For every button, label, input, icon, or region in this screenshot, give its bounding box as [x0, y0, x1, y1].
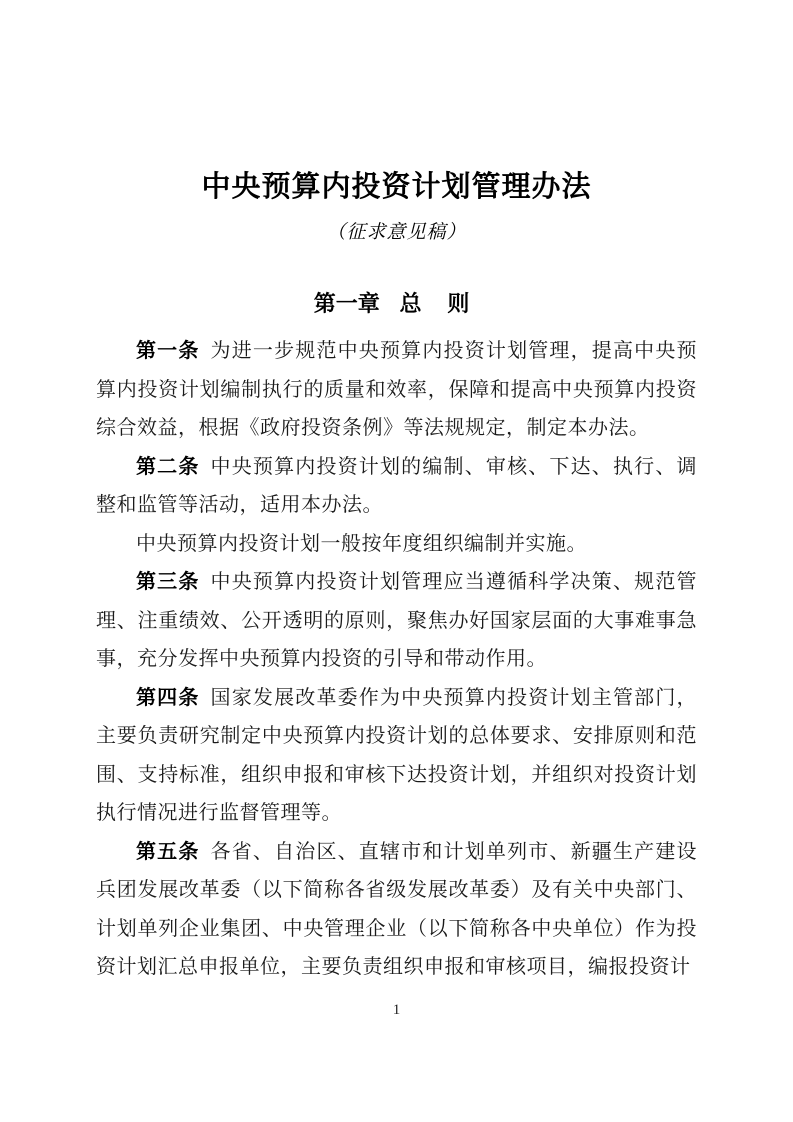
chapter-title: 总 则: [399, 291, 480, 316]
article-text: 各省、自治区、直辖市和计划单列市、新疆生产建设兵团发展改革委（以下简称各省级发展改革委）及有关中央部门、计划单列企业集团、中央管理企业（以下简称各中央单位）作为投资计划汇总申报单位，主要负责组织申报和审核项目，编报投资计: [96, 840, 698, 978]
document-body: [96, 332, 697, 987]
chapter-heading: [96, 290, 697, 318]
article-lead: 第一条: [136, 340, 200, 362]
document-subtitle: （征求意见稿）: [326, 222, 467, 243]
article-lead: 第四条: [136, 686, 200, 709]
chapter-number: 第一章: [313, 291, 380, 316]
body-paragraph: [96, 332, 697, 448]
article-text: 中央预算内投资计划管理应当遵循科学决策、规范管理、注重绩效、公开透明的原则，聚焦办好国家层面的大事难事急事，充分发挥中央预算内投资的引导和带动作用。: [96, 571, 698, 670]
article-lead: 第五条: [136, 840, 200, 863]
article-text: 中央预算内投资计划一般按年度组织编制并实施。: [136, 532, 587, 555]
document-title: 中央预算内投资计划管理办法: [201, 171, 592, 203]
article-text: 为进一步规范中央预算内投资计划管理，提高中央预算内投资计划编制执行的质量和效率，保障和提高中央预算内投资综合效益，根据《政府投资条例》等法规规定，制定本办法。: [96, 340, 698, 439]
page-number-footer: 1: [392, 1002, 401, 1018]
body-paragraph: [96, 679, 697, 833]
article-lead: 第三条: [136, 571, 200, 593]
body-paragraph: [96, 525, 697, 564]
body-paragraph: [96, 563, 697, 679]
body-paragraph: [96, 833, 697, 987]
article-text: 国家发展改革委作为中央预算内投资计划主管部门，主要负责研究制定中央预算内投资计划的总体要求、安排原则和范围、支持标准，组织申报和审核下达投资计划，并组织对投资计划执行情况进行监督管理等。: [96, 686, 698, 824]
article-lead: 第二条: [136, 455, 200, 478]
article-text: 中央预算内投资计划的编制、审核、下达、执行、调整和监管等活动，适用本办法。: [96, 455, 698, 516]
body-paragraph: [96, 448, 697, 525]
